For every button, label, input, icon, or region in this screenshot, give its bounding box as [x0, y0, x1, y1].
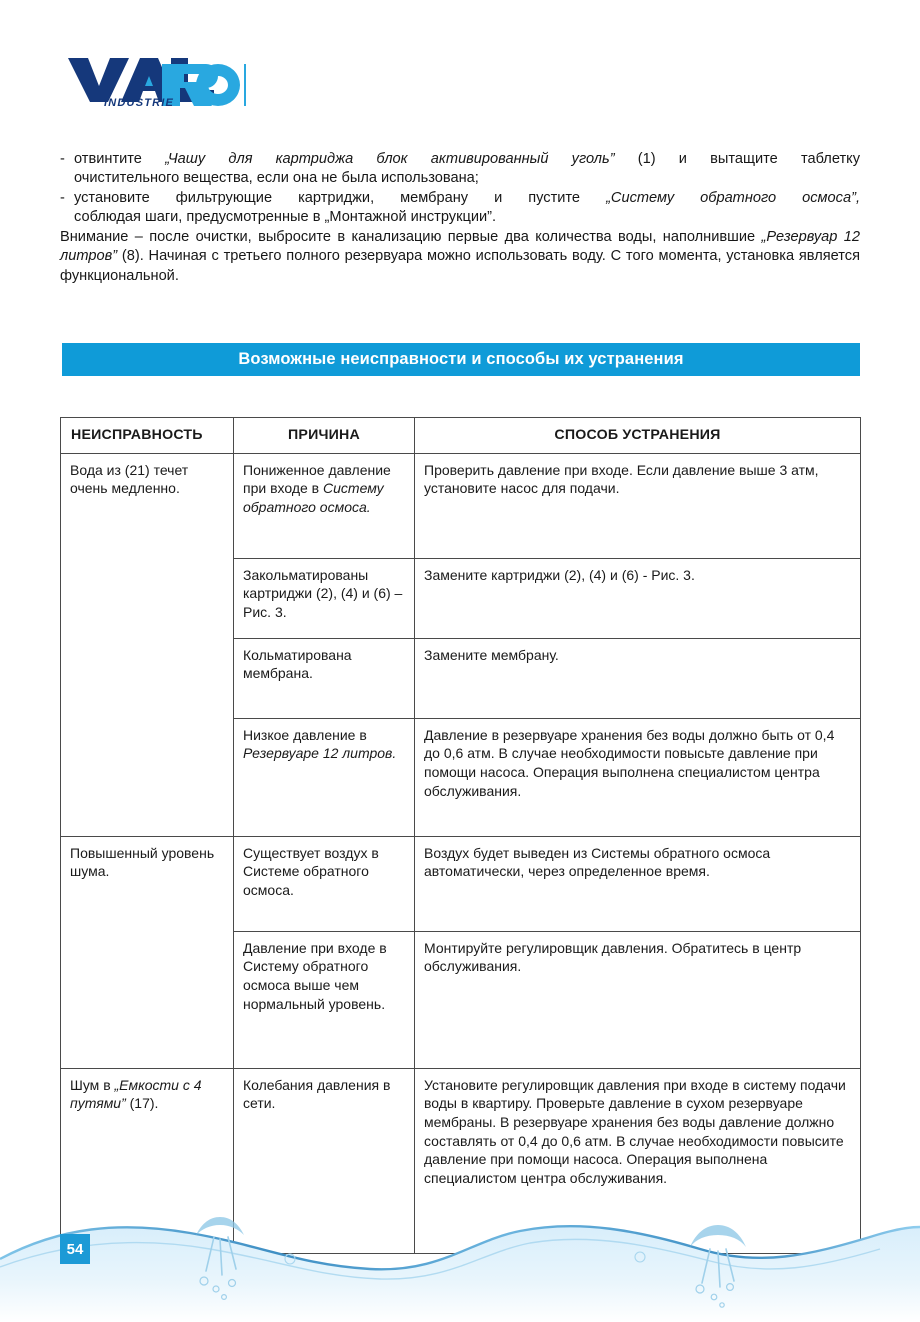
bullet-1-quoted: „Чашу для картриджа блок активированный уголь”	[165, 151, 615, 167]
bullet-1-text-a: отвинтите	[74, 151, 142, 167]
header-remedy: СПОСОБ УСТРАНЕНИЯ	[415, 418, 861, 454]
bullet-1-line-2: очистительного вещества, если она не была использована;	[74, 170, 479, 187]
water-body	[0, 1226, 920, 1322]
bullet-body-1	[74, 150, 860, 189]
logo-tagline: INDUSTRIE	[104, 97, 175, 109]
cause-text-a: Пониженное давление при входе в	[243, 461, 391, 497]
bullet-2-text-a: установите фильтрующие картриджи, мембрану и пустите	[74, 189, 581, 206]
warning-quoted: „Резервуар 12 литров”	[60, 229, 861, 265]
cause-text-italic: Систему обратного осмоса.	[243, 480, 384, 516]
header-cause: ПРИЧИНА	[234, 418, 415, 454]
cell-remedy-2-2: Монтируйте регулировщик давления. Обратитесь в центр обслуживания.	[415, 931, 861, 1068]
cell-fault-1: Вода из (21) течет очень медленно.	[61, 453, 234, 836]
cell-cause-3-1: Колебания давления в сети.	[234, 1068, 415, 1253]
cell-cause-2-2: Давление при входе в Систему обратного осмоса выше чем нормальный уровень.	[234, 931, 415, 1068]
cell-cause-1-1	[234, 453, 415, 558]
cell-cause-1-4	[234, 718, 415, 836]
water-splash-illustration	[0, 1197, 920, 1322]
cell-remedy-3-1: Установите регулировщик давления при входе в систему подачи воды в квартиру. Проверьте давление в сухом резервуаре мембраны. В резервуаре хранения без воды давление должно составлять от 0,4 до 0,6 атм. В случае необходимости повысите давление при помощи насоса. Операция выполнена специалистом центра обслуживания.	[415, 1068, 861, 1253]
intro-bullet-1	[60, 150, 860, 189]
bullet-dash-1: -	[60, 151, 65, 167]
cause-text-italic: Резервуаре 12 литров.	[243, 745, 397, 762]
fault-text-italic: „Емкости с 4 путями”	[70, 1076, 202, 1112]
page-number-value: 54	[66, 1240, 84, 1258]
page-number-badge	[60, 1234, 90, 1264]
cell-remedy-1-1: Проверить давление при входе. Если давление выше 3 атм, установите насос для подачи.	[415, 453, 861, 558]
table-header	[61, 418, 861, 454]
cell-remedy-1-4: Давление в резервуаре хранения без воды должно быть от 0,4 до 0,6 атм. В случае необходимости повысьте давление при помощи насоса. Операция выполнена специалистом центра обслуживания.	[415, 718, 861, 836]
bullet-dash-2: -	[60, 189, 65, 206]
troubleshooting-table	[60, 417, 861, 1254]
cell-fault-2: Повышенный уровень шума.	[61, 836, 234, 1068]
cell-remedy-1-3: Замените мембрану.	[415, 638, 861, 718]
bullet-1-text-b: (1) и вытащите таблетку	[637, 151, 860, 167]
table-row	[61, 453, 861, 558]
cell-cause-1-3: Кольматирована мембрана.	[234, 638, 415, 718]
fault-text-a: Шум в	[70, 1076, 115, 1093]
logo-rom-text	[162, 64, 246, 106]
valrom-logo-graphic	[66, 52, 246, 110]
cell-remedy-2-1: Воздух будет выведен из Системы обратного осмоса автоматически, через определенное время.	[415, 836, 861, 931]
warning-text-a: Внимание – после очистки, выбросите в канализацию первые два количества воды, наполнившие	[60, 229, 756, 245]
intro-text-block	[60, 150, 860, 286]
valrom-logo	[66, 52, 246, 110]
intro-warning-paragraph	[60, 228, 860, 286]
cell-remedy-1-2: Замените картриджи (2), (4) и (6) - Рис. 3.	[415, 558, 861, 638]
table-body	[61, 453, 861, 1253]
bullet-2-quoted: „Систему обратного осмоса”,	[606, 189, 860, 206]
warning-text-b: (8). Начиная с третьего полного резервуара можно использовать воду. С того момента, установка является функциональной.	[60, 248, 860, 284]
section-banner-title: Возможные неисправности и способы их устранения	[238, 350, 684, 368]
intro-bullet-2	[60, 189, 860, 228]
splash-crown-right	[690, 1225, 746, 1247]
footer-water-graphic	[0, 1197, 920, 1322]
fault-text-b: (17).	[125, 1095, 159, 1112]
cause-text-a: Низкое давление в	[243, 726, 367, 743]
section-banner	[62, 343, 860, 376]
bullet-body-2	[74, 189, 860, 228]
cell-cause-2-1: Существует воздух в Системе обратного осмоса.	[234, 836, 415, 931]
table-header-row	[61, 418, 861, 454]
bullet-2-line-2: соблюдая шаги, предусмотренные в „Монтажной инструкции”.	[74, 208, 497, 225]
header-fault: НЕИСПРАВНОСТЬ	[61, 418, 234, 454]
splash-crown-left	[196, 1217, 244, 1235]
table-row	[61, 836, 861, 931]
cell-cause-1-2: Закольматированы картриджи (2), (4) и (6) – Рис. 3.	[234, 558, 415, 638]
